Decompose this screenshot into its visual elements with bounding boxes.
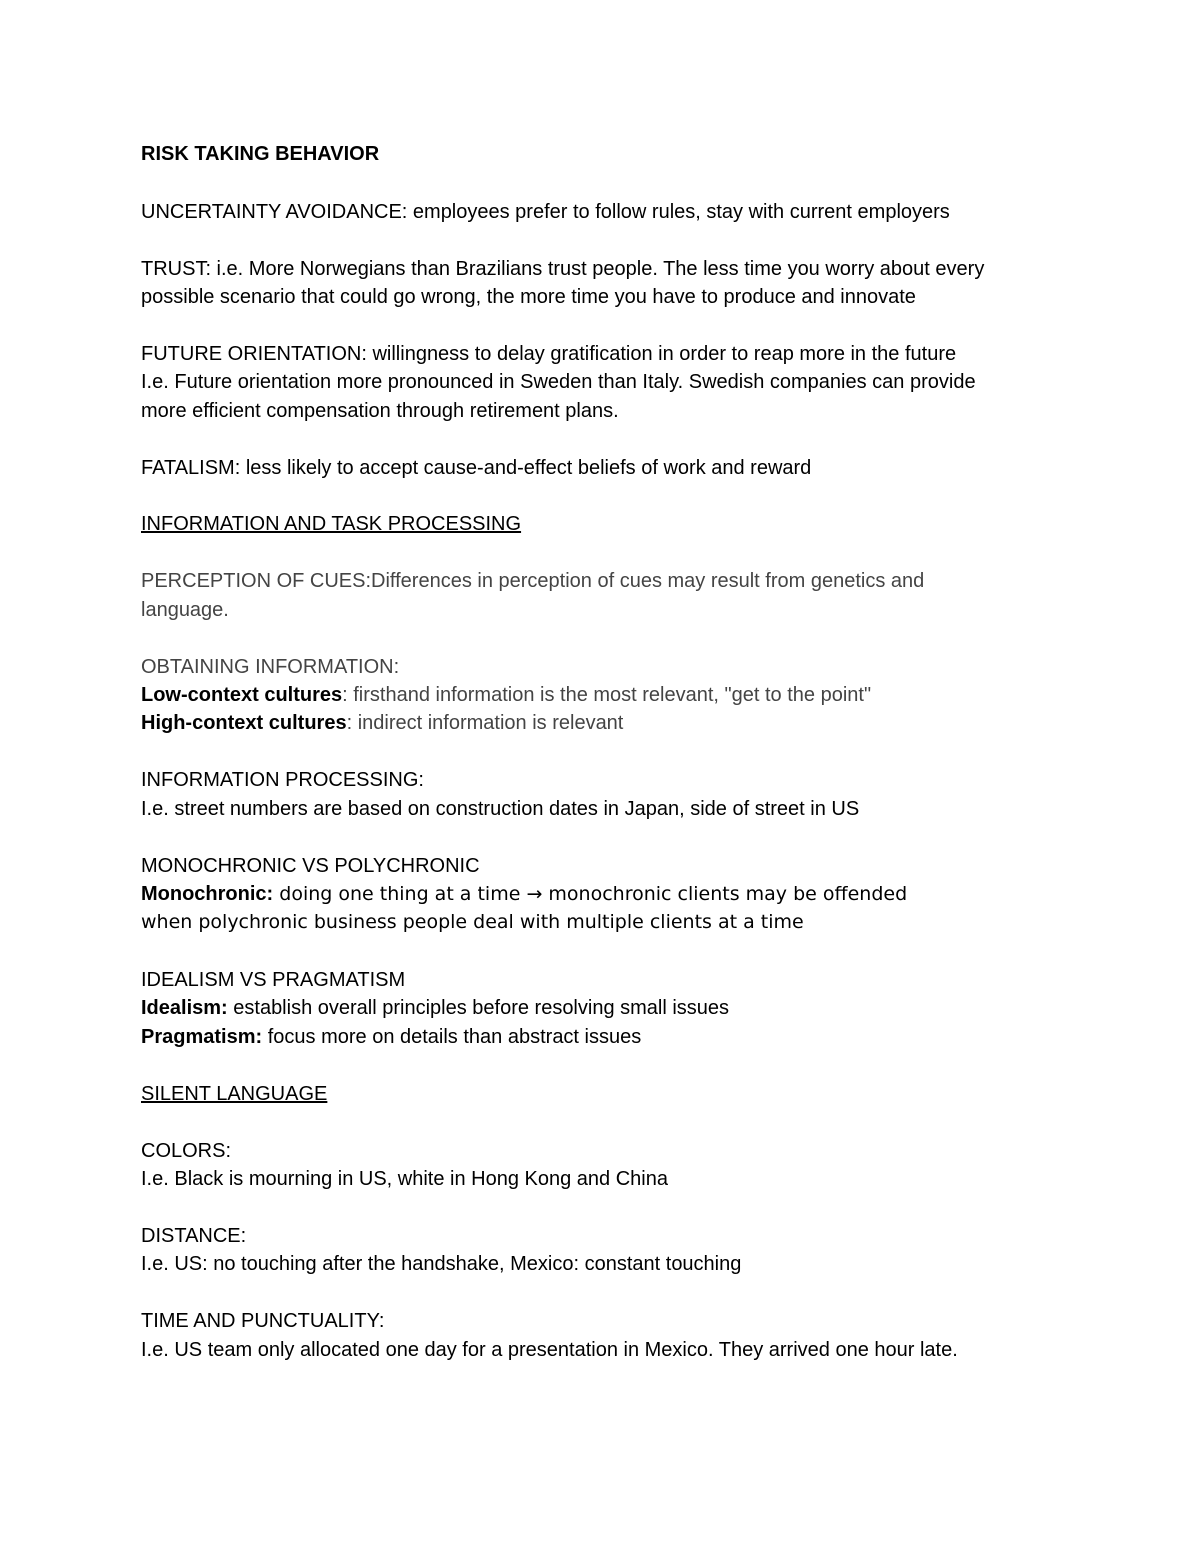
high-context-line: [141, 711, 623, 735]
low-context-definition: : firsthand information is the most relevant, "get to the point": [342, 684, 872, 706]
future-orientation-line-1: FUTURE ORIENTATION: willingness to delay gratification in order to reap more in the future: [141, 343, 957, 365]
heading-risk-taking-behavior: RISK TAKING BEHAVIOR: [141, 143, 380, 165]
trust-text-line-2: possible scenario that could go wrong, the more time you have to produce and innovate: [141, 286, 916, 308]
idealism-pragmatism-heading: IDEALISM VS PRAGMATISM: [141, 969, 406, 991]
monochronic-term: Monochronic:: [141, 883, 274, 905]
perception-of-cues-line-2: language.: [141, 599, 229, 621]
trust-text-line-1: TRUST: i.e. More Norwegians than Brazilians trust people. The less time you worry about every: [141, 258, 985, 280]
pragmatism-line: [141, 1025, 641, 1049]
pragmatism-term: Pragmatism:: [141, 1026, 263, 1048]
monochronic-line-2: when polychronic business people deal with multiple clients at a time: [141, 911, 804, 933]
obtaining-information-heading: OBTAINING INFORMATION:: [141, 656, 400, 678]
uncertainty-avoidance-text: UNCERTAINTY AVOIDANCE: employees prefer to follow rules, stay with current employers: [141, 201, 950, 223]
future-orientation-line-2: I.e. Future orientation more pronounced in Sweden than Italy. Swedish companies can provide: [141, 371, 976, 393]
low-context-line: [141, 683, 871, 707]
low-context-term: Low-context cultures: [141, 684, 343, 706]
colors-heading: COLORS:: [141, 1140, 232, 1162]
colors-text: I.e. Black is mourning in US, white in Hong Kong and China: [141, 1168, 668, 1190]
heading-information-task-processing: INFORMATION AND TASK PROCESSING: [141, 513, 522, 535]
high-context-term: High-context cultures: [141, 712, 347, 734]
idealism-line: [141, 996, 729, 1020]
distance-text: I.e. US: no touching after the handshake, Mexico: constant touching: [141, 1253, 742, 1275]
future-orientation-line-3: more efficient compensation through retirement plans.: [141, 400, 619, 422]
distance-heading: DISTANCE:: [141, 1225, 247, 1247]
information-processing-heading: INFORMATION PROCESSING:: [141, 769, 424, 791]
time-punctuality-heading: TIME AND PUNCTUALITY:: [141, 1310, 385, 1332]
high-context-definition: : indirect information is relevant: [346, 712, 624, 734]
monochronic-definition-1: doing one thing at a time → monochronic clients may be offended: [273, 883, 908, 905]
information-processing-text: I.e. street numbers are based on construction dates in Japan, side of street in US: [141, 798, 860, 820]
fatalism-text: FATALISM: less likely to accept cause-and-effect beliefs of work and reward: [141, 457, 812, 479]
pragmatism-definition: focus more on details than abstract issues: [262, 1026, 642, 1048]
monochronic-polychronic-heading: MONOCHRONIC VS POLYCHRONIC: [141, 855, 480, 877]
idealism-term: Idealism:: [141, 997, 228, 1019]
idealism-definition: establish overall principles before resolving small issues: [227, 997, 730, 1019]
monochronic-line-1: [141, 882, 907, 906]
heading-silent-language: SILENT LANGUAGE: [141, 1083, 328, 1105]
perception-of-cues-line-1: PERCEPTION OF CUES:Differences in perception of cues may result from genetics and: [141, 570, 925, 592]
time-punctuality-text: I.e. US team only allocated one day for a presentation in Mexico. They arrived one hour late.: [141, 1339, 958, 1361]
